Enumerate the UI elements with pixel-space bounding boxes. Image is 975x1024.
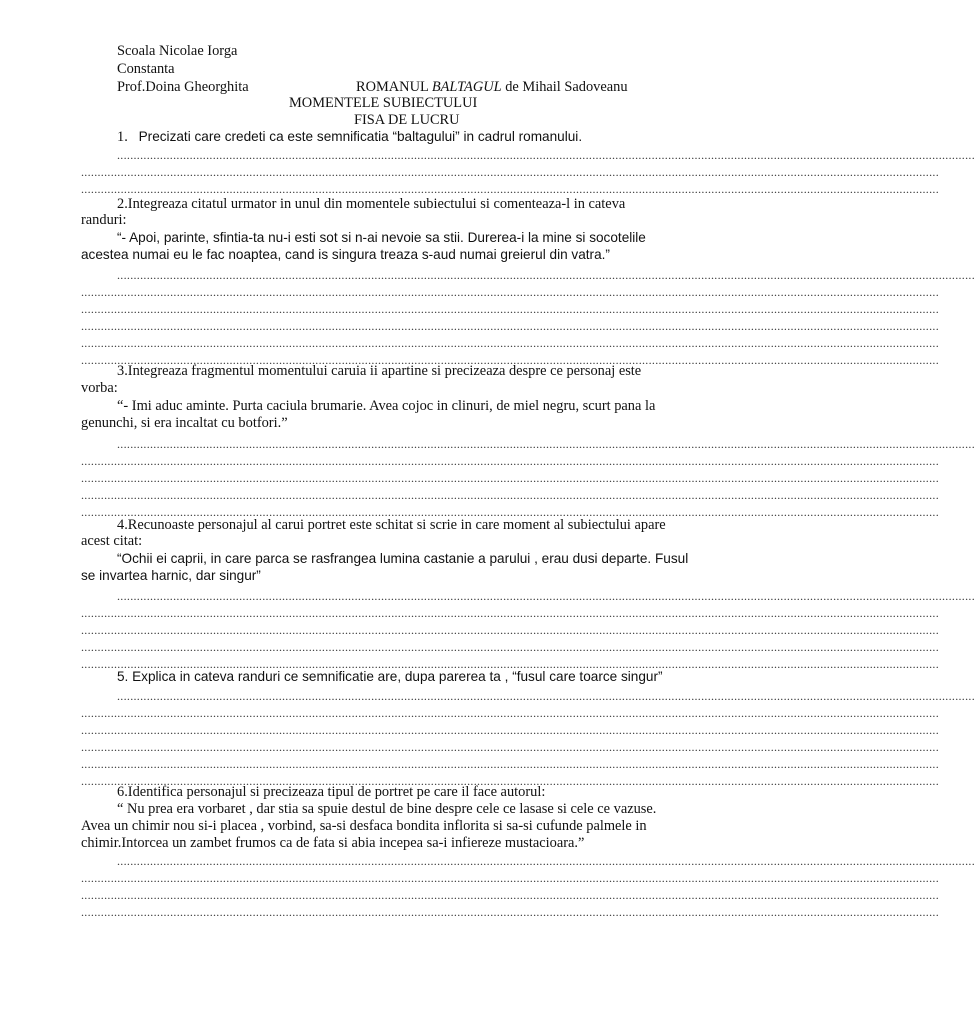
answer-line: .................................................................................................................................................................................................................................................................... — [81, 706, 939, 720]
answer-line: .................................................................................................................................................................................................................................................................... — [81, 723, 939, 737]
answer-line: .................................................................................................................................................................................................................................................................... — [81, 285, 939, 299]
teacher-name: Prof.Doina Gheorghita — [117, 79, 249, 95]
question-6-line-1: 6.Identifica personajul si precizeaza tipul de portret pe care il face autorul: — [117, 784, 546, 800]
question-2-line-1: 2.Integreaza citatul urmator in unul din momentele subiectului si comenteaza-l in cateva — [117, 196, 626, 212]
answer-line: .................................................................................................................................................................................................................................................................... — [81, 657, 939, 671]
question-1 — [117, 128, 582, 146]
question-4-quote-1: “Ochii ei caprii, in care parca se rasfrangea lumina castanie a parului , erau dusi departe. Fusul — [117, 551, 689, 566]
sheet-title: FISA DE LUCRU — [354, 112, 460, 128]
answer-line: .................................................................................................................................................................................................................................................................... — [81, 336, 939, 350]
answer-line: .................................................................................................................................................................................................................................................................... — [81, 606, 939, 620]
school-name: Scoala Nicolae Iorga — [117, 43, 238, 59]
document-title — [356, 79, 628, 96]
answer-line: .................................................................................................................................................................................................................................................................... — [117, 589, 975, 603]
question-3-line-1: 3.Integreaza fragmentul momentului caruia ii apartine si precizeaza despre ce personaj este — [117, 363, 642, 379]
question-6-quote-2: Avea un chimir nou si-i placea , vorbind, sa-si desfaca bondita inflorita si sa-si cufunde palmele in — [81, 818, 647, 834]
question-2-quote-1: “- Apoi, parinte, sfintia-ta nu-i esti sot si n-ai nevoie sa stii. Durerea-i la mine si socotelile — [117, 230, 646, 245]
question-1-text: Precizati care credeti ca este semnificatia “baltagului” in cadrul romanului. — [138, 129, 583, 144]
question-5-line-1: 5. Explica in cateva randuri ce semnificatie are, dupa parerea ta , “fusul care toarce singur” — [117, 669, 663, 684]
question-6-quote-3: chimir.Intorcea un zambet frumos ca de fata si abia incepea sa-i infiereze mustacioara.” — [81, 835, 585, 851]
question-2-quote-2: acestea numai eu le fac noaptea, cand is singura treaza s-aud numai greierul din vatra.” — [81, 247, 610, 262]
answer-line: .................................................................................................................................................................................................................................................................... — [81, 454, 939, 468]
answer-line: .................................................................................................................................................................................................................................................................... — [117, 437, 975, 451]
answer-line: .................................................................................................................................................................................................................................................................... — [81, 757, 939, 771]
answer-line: .................................................................................................................................................................................................................................................................... — [81, 182, 939, 196]
city-name: Constanta — [117, 61, 175, 77]
answer-line: .................................................................................................................................................................................................................................................................... — [81, 505, 939, 519]
answer-line: .................................................................................................................................................................................................................................................................... — [81, 488, 939, 502]
answer-line: .................................................................................................................................................................................................................................................................... — [81, 319, 939, 333]
answer-line: .................................................................................................................................................................................................................................................................... — [81, 640, 939, 654]
answer-line: .................................................................................................................................................................................................................................................................... — [81, 302, 939, 316]
title-prefix: ROMANUL — [356, 79, 432, 95]
answer-line: .................................................................................................................................................................................................................................................................... — [117, 268, 975, 282]
answer-line: .................................................................................................................................................................................................................................................................... — [81, 623, 939, 637]
question-3-quote-1: “- Imi aduc aminte. Purta caciula brumarie. Avea cojoc in clinuri, de miel negru, scurt pana la — [117, 398, 656, 414]
question-6-quote-1: “ Nu prea era vorbaret , dar stia sa spuie destul de bine despre cele ce lasase si cele ce vazuse. — [117, 801, 657, 817]
answer-line: .................................................................................................................................................................................................................................................................... — [117, 854, 975, 868]
answer-line: .................................................................................................................................................................................................................................................................... — [81, 740, 939, 754]
title-book: BALTAGUL — [431, 79, 502, 95]
question-1-number: 1. — [117, 129, 128, 145]
answer-line: .................................................................................................................................................................................................................................................................... — [81, 774, 939, 788]
question-3-line-2: vorba: — [81, 380, 118, 396]
question-4-quote-2: se invartea harnic, dar singur” — [81, 568, 261, 583]
answer-line: .................................................................................................................................................................................................................................................................... — [81, 871, 939, 885]
answer-line: .................................................................................................................................................................................................................................................................... — [81, 888, 939, 902]
answer-line: .................................................................................................................................................................................................................................................................... — [81, 905, 939, 919]
question-2-line-2: randuri: — [81, 212, 127, 228]
question-4-line-1: 4.Recunoaste personajul al carui portret este schitat si scrie in care moment al subiectului apare — [117, 517, 666, 533]
answer-line: .................................................................................................................................................................................................................................................................... — [117, 689, 975, 703]
question-4-line-2: acest citat: — [81, 533, 143, 549]
answer-line: .................................................................................................................................................................................................................................................................... — [81, 165, 939, 179]
answer-line: .................................................................................................................................................................................................................................................................... — [81, 471, 939, 485]
answer-line: .................................................................................................................................................................................................................................................................... — [81, 353, 939, 367]
answer-line: .................................................................................................................................................................................................................................................................... — [117, 148, 975, 162]
question-3-quote-2: genunchi, si era incaltat cu botfori.” — [81, 415, 288, 431]
document-subtitle: MOMENTELE SUBIECTULUI — [289, 95, 478, 111]
title-suffix: de Mihail Sadoveanu — [501, 79, 628, 95]
